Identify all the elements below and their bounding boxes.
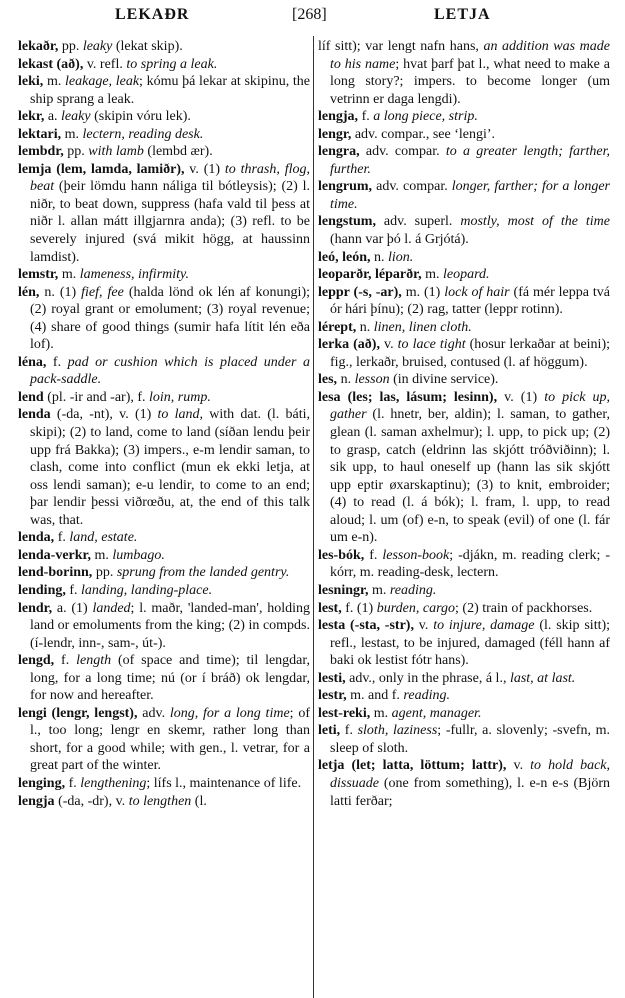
- entry-definition: lion.: [388, 249, 414, 265]
- entry-grammar: n. (1): [39, 284, 82, 300]
- dictionary-entry: [18, 600, 310, 653]
- entry-definition: fief, fee: [81, 284, 124, 300]
- headword: lengd,: [18, 653, 55, 669]
- headword: les,: [318, 372, 338, 388]
- entry-grammar: (-da, -dr), v.: [54, 793, 129, 809]
- dictionary-entry: [18, 284, 310, 354]
- entry-grammar: líf sitt); var lengt nafn hans,: [318, 39, 484, 54]
- headword: lekr,: [18, 109, 45, 125]
- header-last-word: LETJA: [434, 6, 491, 23]
- entry-definition: leakage, leak: [65, 74, 140, 90]
- dictionary-entry: [318, 757, 610, 810]
- dictionary-entry: [318, 617, 610, 670]
- entry-text: (one from something), l. e-n e-s (Björn latti ferðar;: [330, 775, 610, 809]
- entry-definition: with lamb: [88, 144, 144, 160]
- headword: lerka (að),: [318, 337, 380, 353]
- headword: leó, león,: [318, 249, 371, 265]
- entry-grammar: m.: [61, 126, 83, 142]
- entry-grammar: f.: [54, 653, 77, 669]
- dictionary-entry: [318, 266, 610, 284]
- headword: lekast (að),: [18, 56, 84, 72]
- dictionary-entry: [318, 178, 610, 213]
- entry-text: (lekat skip).: [112, 39, 183, 54]
- dictionary-entry: [318, 600, 610, 618]
- dictionary-entry: [18, 793, 310, 811]
- entry-text: (fá mér leppa tvá ór hári þínu); (2) rag, tatter (leppr rotinn).: [330, 284, 611, 318]
- entry-grammar: m.: [43, 74, 66, 90]
- entry-grammar: f.: [65, 582, 82, 598]
- entry-definition: leaky: [61, 109, 91, 125]
- dictionary-entry: [318, 319, 610, 337]
- entry-grammar: f.: [364, 547, 383, 563]
- entry-definition: long, for a long time: [169, 705, 290, 721]
- dictionary-entry: [18, 266, 310, 284]
- dictionary-entry: [318, 213, 610, 248]
- entry-definition: lumbago.: [112, 547, 165, 563]
- entry-definition: lengthening: [80, 775, 147, 791]
- entry-definition: length: [76, 653, 112, 669]
- entry-grammar: adv. compar.: [372, 179, 452, 195]
- entry-grammar: m.: [421, 267, 443, 283]
- entry-text: (halda lönd ok lén af konungi); (2) royal grant or emolument; (3) royal revenue; (4) share of good things (sumir hafa lítit lén eða lof).: [30, 284, 311, 353]
- entry-grammar: a. (1): [52, 600, 93, 616]
- entry-definition: a long piece, strip.: [373, 109, 478, 125]
- dictionary-entry: [18, 143, 310, 161]
- headword: leoparðr, léparðr,: [318, 267, 422, 283]
- dictionary-entry: [18, 161, 310, 266]
- entry-definition: reading.: [389, 582, 437, 598]
- entry-text: with dat. (l. báti, skipi); (2) to land, come to land (síðan lendu þeir upp frá Bakka); (3) impers., e-m lendir saman, to clash, come into conflict (mun ek ekki letja, at oss lendi saman); e-u lendir, to come to an end; þar lendir þessi viðrœðu, at, the end of this talk was, that.: [30, 407, 310, 528]
- headword: lektari,: [18, 126, 62, 142]
- dictionary-entry: [18, 108, 310, 126]
- entry-grammar: pp.: [63, 144, 89, 160]
- dictionary-entry: [18, 38, 310, 56]
- dictionary-entry: [18, 775, 310, 793]
- headword: lengja: [18, 793, 55, 809]
- headword: lesta (-sta, -str),: [318, 618, 414, 634]
- headword: lemstr,: [18, 267, 59, 283]
- entry-definition: landed: [92, 600, 131, 616]
- entry-grammar: v.: [379, 337, 398, 353]
- entry-grammar: f.: [46, 354, 68, 370]
- headword: lenda: [18, 407, 51, 423]
- headword: lengra,: [318, 144, 360, 160]
- entry-text: (l. skip sitt); refl., lestast, to be injured, damaged (féll hann af baki ok lestist fótr hans).: [330, 618, 611, 669]
- entry-text: (hann var þó l. á Grjótá).: [330, 232, 469, 248]
- entry-definition: reading.: [403, 688, 450, 704]
- entry-definition: sloth, laziness: [357, 723, 438, 739]
- page-number: [268]: [292, 6, 327, 23]
- headword: lenda,: [18, 530, 55, 546]
- entry-text: ; hvat þarf þat l., what need to make a long story?; impers. to become longer (um vetrinn er daga lengdi).: [330, 56, 610, 107]
- entry-definition: leopard.: [442, 267, 490, 283]
- entry-text: (in divine service).: [389, 372, 499, 388]
- headword: lenging,: [18, 775, 66, 791]
- entry-definition: linen, linen cloth.: [373, 319, 472, 335]
- entry-definition: to thrash, flog, beat: [30, 161, 310, 195]
- left-column: [18, 38, 310, 998]
- headword: lemja (lem, lamda, lamiðr),: [18, 161, 185, 177]
- entry-grammar: v.: [413, 618, 434, 634]
- entry-grammar: f. (1): [341, 600, 377, 616]
- headword: leppr (-s, -ar),: [318, 284, 402, 300]
- dictionary-entry: [318, 336, 610, 371]
- entry-definition: lock of hair: [444, 284, 510, 300]
- entry-grammar: (pl. -ir and -ar), f.: [43, 389, 150, 405]
- dictionary-entry: [18, 56, 310, 74]
- entry-text: ; lífs l., maintenance of life.: [146, 775, 302, 791]
- entry-grammar: m.: [370, 705, 392, 721]
- dictionary-entry: [318, 284, 610, 319]
- entry-grammar: (-da, -nt), v. (1): [50, 407, 158, 423]
- headword: lengi (lengr, lengst),: [18, 705, 138, 721]
- dictionary-entry: [318, 126, 610, 144]
- entry-definition: burden, cargo: [376, 600, 456, 616]
- dictionary-entry: [318, 705, 610, 723]
- entry-text: (þeir lömdu hann náliga til bótleysis); (2) l. niðr, to beat down, suppress (hafa vald til þess at niðr l. allan mátt illgjarnra anda); (3) refl. to be severely injured (svá mikit högg, at haussinn lamdist).: [30, 179, 310, 265]
- entry-grammar: v. refl.: [83, 56, 127, 72]
- entry-grammar: adv. compar., see ‘lengi’.: [351, 126, 496, 142]
- entry-grammar: a.: [44, 109, 62, 125]
- dictionary-entry: [318, 143, 610, 178]
- entry-definition: lesson: [354, 372, 390, 388]
- headword: les-bók,: [318, 547, 365, 563]
- headword: lén,: [18, 284, 40, 300]
- headword: lenda-verkr,: [18, 547, 91, 563]
- headword: lend-borinn,: [18, 565, 93, 581]
- entry-grammar: pp.: [92, 565, 117, 581]
- dictionary-entry: [318, 582, 610, 600]
- entry-definition: an addition was made to his name: [330, 39, 610, 72]
- entry-grammar: v. (1): [497, 389, 545, 405]
- entry-definition: to injure, damage: [433, 618, 535, 634]
- dictionary-entry: [18, 564, 310, 582]
- entry-grammar: adv., only in the phrase, á l.,: [345, 670, 510, 686]
- entry-grammar: f.: [358, 109, 374, 125]
- entry-grammar: v.: [506, 758, 531, 774]
- entry-definition: loin, rump.: [149, 389, 211, 405]
- entry-definition: landing, landing-place.: [81, 582, 213, 598]
- entry-definition: pad or cushion which is placed under a pack-saddle.: [30, 354, 310, 388]
- dictionary-entry: [318, 722, 610, 757]
- entry-definition: to hold back, dissuade: [330, 758, 610, 791]
- dictionary-entry: [318, 687, 610, 705]
- dictionary-entry: [18, 389, 310, 407]
- entry-definition: land, estate.: [69, 530, 138, 546]
- entry-grammar: n.: [370, 249, 388, 265]
- entry-grammar: n.: [356, 319, 374, 335]
- headword: lengstum,: [318, 214, 376, 230]
- dictionary-entry: [318, 371, 610, 389]
- entry-text: (l.: [191, 793, 207, 809]
- dictionary-entry: [318, 670, 610, 688]
- headword: lekaðr,: [18, 39, 59, 54]
- dictionary-entry: [18, 547, 310, 565]
- entry-grammar: adv.: [137, 705, 170, 721]
- page-header: [0, 6, 625, 30]
- dictionary-entry: [318, 389, 610, 547]
- dictionary-entry: [18, 126, 310, 144]
- entry-grammar: v. (1): [184, 161, 225, 177]
- entry-grammar: m. and f.: [346, 688, 404, 704]
- entry-text: (of space and time); til lengdar, long, for a long time; nú (or í bráð) ok lengdar, for now and hereafter.: [30, 653, 310, 704]
- headword: lesningr,: [318, 582, 369, 598]
- headword: lesa (les; las, lásum; lesinn),: [318, 389, 498, 405]
- headword: lembdr,: [18, 144, 64, 160]
- entry-definition: mostly, most of the time: [460, 214, 610, 230]
- entry-grammar: n.: [337, 372, 355, 388]
- entry-definition: to spring a leak.: [126, 56, 218, 72]
- dictionary-entry: [18, 406, 310, 529]
- entry-grammar: m.: [58, 267, 80, 283]
- headword: lend: [18, 389, 44, 405]
- entry-grammar: adv. compar.: [359, 144, 446, 160]
- entry-grammar: m.: [90, 547, 113, 563]
- entry-definition: sprung from the landed gentry.: [116, 565, 290, 581]
- headword: lengja,: [318, 109, 359, 125]
- entry-definition: to land,: [157, 407, 204, 423]
- dictionary-entry: [318, 38, 610, 108]
- dictionary-entry: [18, 652, 310, 705]
- dictionary-entry: [318, 108, 610, 126]
- headword: lending,: [18, 582, 66, 598]
- entry-definition: to lengthen: [128, 793, 192, 809]
- entry-text: ; (2) train of packhorses.: [455, 600, 593, 616]
- entry-grammar: f.: [340, 723, 358, 739]
- dictionary-entry: [18, 582, 310, 600]
- entry-definition: to pick up, gather: [330, 389, 610, 423]
- headword: lendr,: [18, 600, 53, 616]
- entry-text: ; -fullr, a. slovenly; -svefn, m. sleep of sloth.: [330, 723, 610, 756]
- entry-text: ; -djákn, m. reading clerk; -kórr, m. reading-desk, lectern.: [330, 547, 610, 581]
- headword: lestr,: [318, 688, 347, 704]
- header-first-word: LEKAÐR: [115, 6, 190, 23]
- entry-text: (lembd ær).: [143, 144, 213, 160]
- entry-definition: last, at last.: [509, 670, 576, 686]
- dictionary-entry: [318, 547, 610, 582]
- entry-definition: leaky: [82, 39, 113, 54]
- headword: lest-reki,: [318, 705, 371, 721]
- entry-definition: lameness, infirmity.: [79, 267, 189, 283]
- entry-grammar: adv. superl.: [375, 214, 461, 230]
- entry-grammar: m. (1): [401, 284, 445, 300]
- entry-grammar: f.: [65, 775, 81, 791]
- dictionary-entry: [18, 73, 310, 108]
- entry-definition: to a greater length; farther, further.: [330, 144, 611, 177]
- headword: leki,: [18, 74, 44, 90]
- entry-text: (l. hnetr, ber, aldin); l. saman, to gather, glean (l. saman axhelmur); l. upp, to pick up; (2) to grasp, catch (eldrinn las skjótt tróðviðinn); l. sik upp, to haul oneself up (hann las sik skjótt upp eptir øxarskaptinu); (3) to knit, embroider; (4) to read (l. á bók); l. fram, l. upp, to read aloud; l. um (of) e-n, to speak (evil) of one (l. fár um e-n).: [330, 407, 610, 546]
- headword: leti,: [318, 723, 341, 739]
- dictionary-entry: [18, 354, 310, 389]
- entry-definition: lectern, reading desk.: [82, 126, 204, 142]
- entry-text: (skipin vóru lek).: [90, 109, 191, 125]
- dictionary-entry: [18, 529, 310, 547]
- headword: lengrum,: [318, 179, 373, 195]
- entry-grammar: m.: [368, 582, 390, 598]
- entry-text: (hosur lerkaðar at beini); fig., lerkaðr, bruised, contused (l. af höggum).: [330, 337, 611, 370]
- entry-grammar: pp.: [58, 39, 83, 54]
- right-column: [318, 38, 610, 998]
- headword: lengr,: [318, 126, 352, 142]
- entry-definition: to lace tight: [397, 337, 466, 353]
- entry-text: ; kómu þá lekar at skipinu, the ship sprang a leak.: [30, 74, 310, 107]
- headword: léna,: [18, 354, 47, 370]
- dictionary-entry: [18, 705, 310, 775]
- headword: lest,: [318, 600, 342, 616]
- entry-text: ; l. maðr, 'landed-man', holding land or emoluments from the king; (2) in compds. (í-lendr, inn-, sam-, út-).: [30, 600, 310, 651]
- entry-definition: longer, farther; for a longer time.: [330, 179, 610, 212]
- entry-definition: agent, manager.: [391, 705, 482, 721]
- entry-grammar: f.: [54, 530, 70, 546]
- headword: lesti,: [318, 670, 346, 686]
- headword: letja (let; latta, löttum; lattr),: [318, 758, 507, 774]
- entry-text: ; of l., too long; lengr en skemr, rather long than short, for a good while; with gen., l. vetrar, for a great part of the winter.: [30, 705, 310, 774]
- headword: lérept,: [318, 319, 357, 335]
- dictionary-entry: [318, 249, 610, 267]
- column-divider: [313, 36, 314, 998]
- entry-definition: lesson-book: [382, 547, 450, 563]
